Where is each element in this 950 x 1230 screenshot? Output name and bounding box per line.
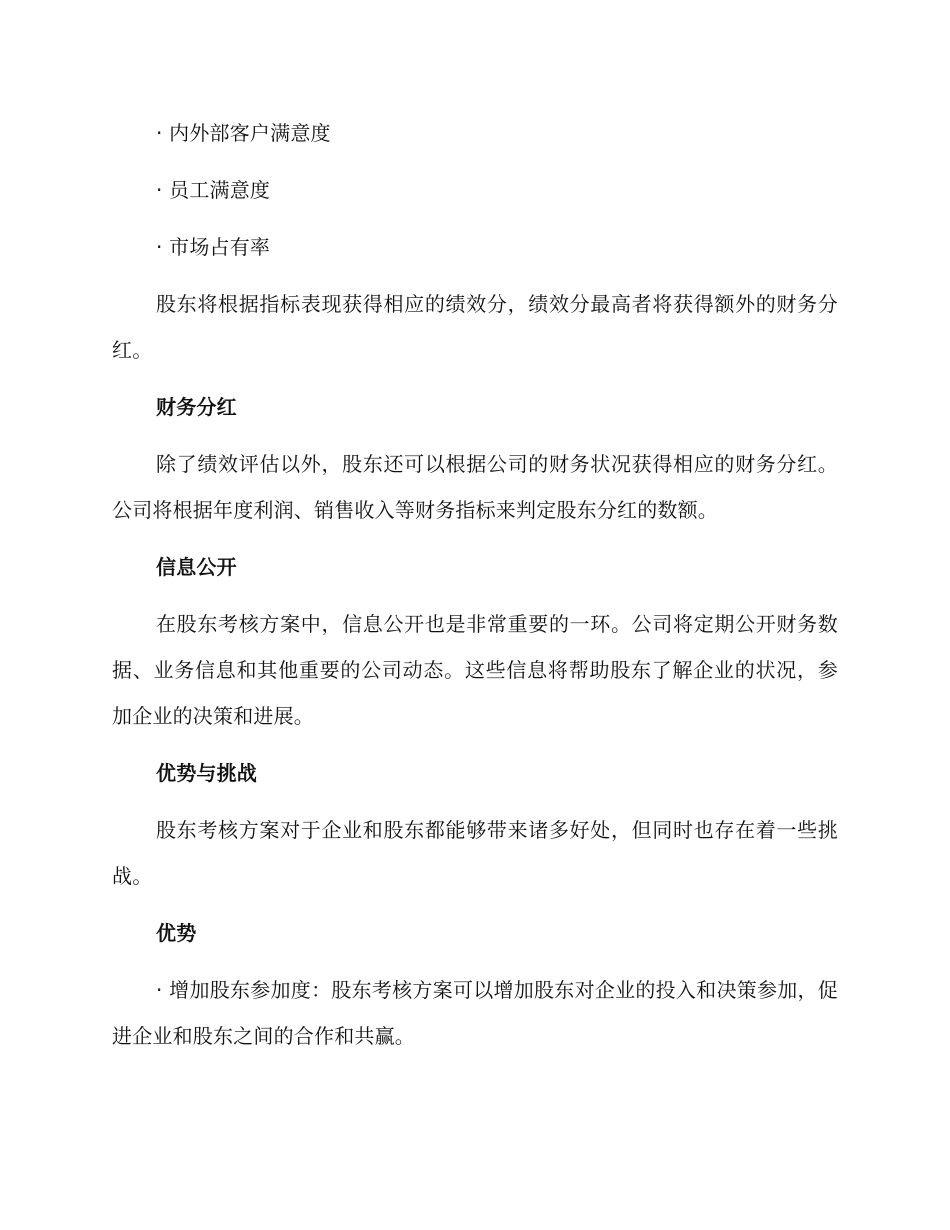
bullet-employee-satisfaction: · 员工满意度 (156, 178, 271, 202)
heading-advantages-challenges: 优势与挑战 (156, 761, 257, 785)
paragraph-performance: 股东将根据指标表现获得相应的绩效分，绩效分最高者将获得额外的财务分红。 (112, 292, 838, 362)
bullet-market-share: · 市场占有率 (156, 235, 271, 259)
bullet-advantage-participation: · 增加股东参加度：股东考核方案可以增加股东对企业的投入和决策参加，促进企业和股东之间的合作和共赢。 (112, 978, 838, 1048)
heading-financial-dividend: 财务分红 (156, 395, 237, 419)
bullet-customer-satisfaction: · 内外部客户满意度 (156, 121, 331, 145)
paragraph-information-disclosure: 在股东考核方案中，信息公开也是非常重要的一环。公司将定期公开财务数据、业务信息和其他重要的公司动态。这些信息将帮助股东了解企业的状况，参加企业的决策和进展。 (112, 612, 838, 728)
heading-advantages: 优势 (156, 921, 197, 945)
paragraph-financial-dividend: 除了绩效评估以外，股东还可以根据公司的财务状况获得相应的财务分红。公司将根据年度利润、销售收入等财务指标来判定股东分红的数额。 (112, 452, 838, 522)
heading-information-disclosure: 信息公开 (156, 555, 237, 579)
paragraph-advantages-challenges: 股东考核方案对于企业和股东都能够带来诸多好处，但同时也存在着一些挑战。 (112, 818, 838, 888)
